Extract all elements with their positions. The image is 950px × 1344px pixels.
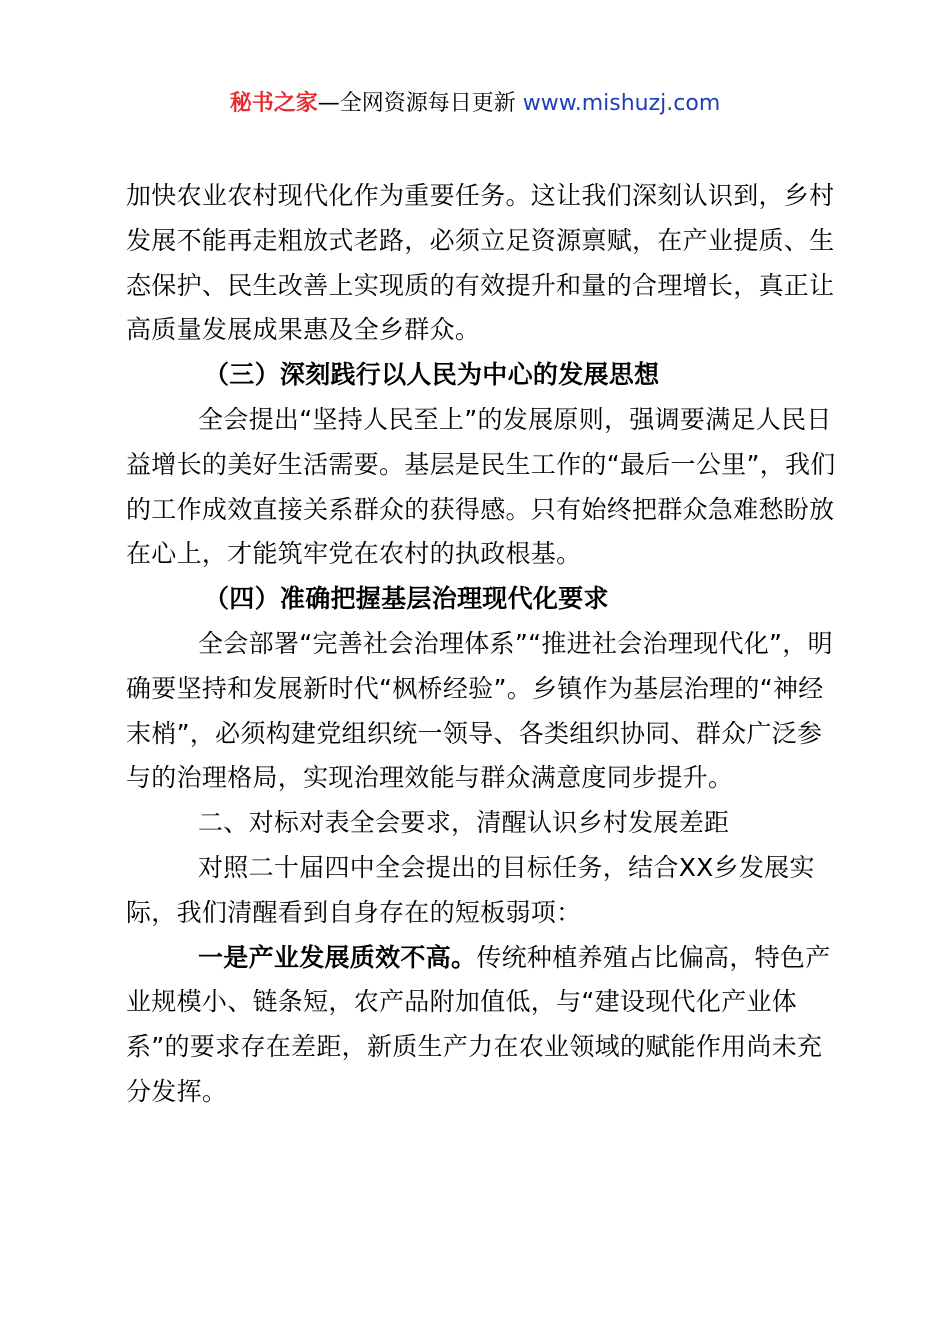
paragraph-governance: 全会部署“完善社会治理体系”“推进社会治理现代化”，明确要坚持和发展新时代“枫桥经验”。乡镇作为基层治理的“神经末梢”，必须构建党组织统一领导、各类组织协同、群众广泛参与的治理格局，实现治理效能与群众满意度同步提升。: [126, 628, 833, 793]
paragraph-comparison: 对照二十届四中全会提出的目标任务，结合XX乡发展实际，我们清醒看到自身存在的短板弱项：: [126, 852, 815, 927]
section-heading-two: 二、对标对表全会要求，清醒认识乡村发展差距: [198, 808, 730, 838]
point-one-text: 传统种植养殖占比偏高，特色产业规模小、链条短，农产品附加值低，与“建设现代化产业体系”的要求存在差距，新质生产力在农业领域的赋能作用尚未充分发挥。: [126, 942, 831, 1106]
subheading-three: （三）深刻践行以人民为中心的发展思想: [204, 360, 660, 390]
site-url-link[interactable]: www.mishuzj.com: [522, 91, 721, 116]
site-header: [0, 88, 950, 120]
point-one-lead: 一是产业发展质效不高。: [198, 942, 477, 972]
paragraph-continuation: 加快农业农村现代化作为重要任务。这让我们深刻认识到，乡村发展不能再走粗放式老路，必须立足资源禀赋，在产业提质、生态保护、民生改善上实现质的有效提升和量的合理增长，真正让高质量发展成果惠及全乡群众。: [126, 181, 835, 345]
subheading-four: （四）准确把握基层治理现代化要求: [204, 584, 609, 614]
brand-name: 秘书之家: [229, 91, 318, 116]
document-body: [126, 174, 836, 1115]
paragraph-industry-gap: [126, 936, 836, 1115]
paragraph-people-centered: 全会提出“坚持人民至上”的发展原则，强调要满足人民日益增长的美好生活需要。基层是民生工作的“最后一公里”，我们的工作成效直接关系群众的获得感。只有始终把群众急难愁盼放在心上，才能筑牢党在农村的执政根基。: [126, 404, 836, 569]
header-tagline: —全网资源每日更新: [317, 91, 523, 116]
